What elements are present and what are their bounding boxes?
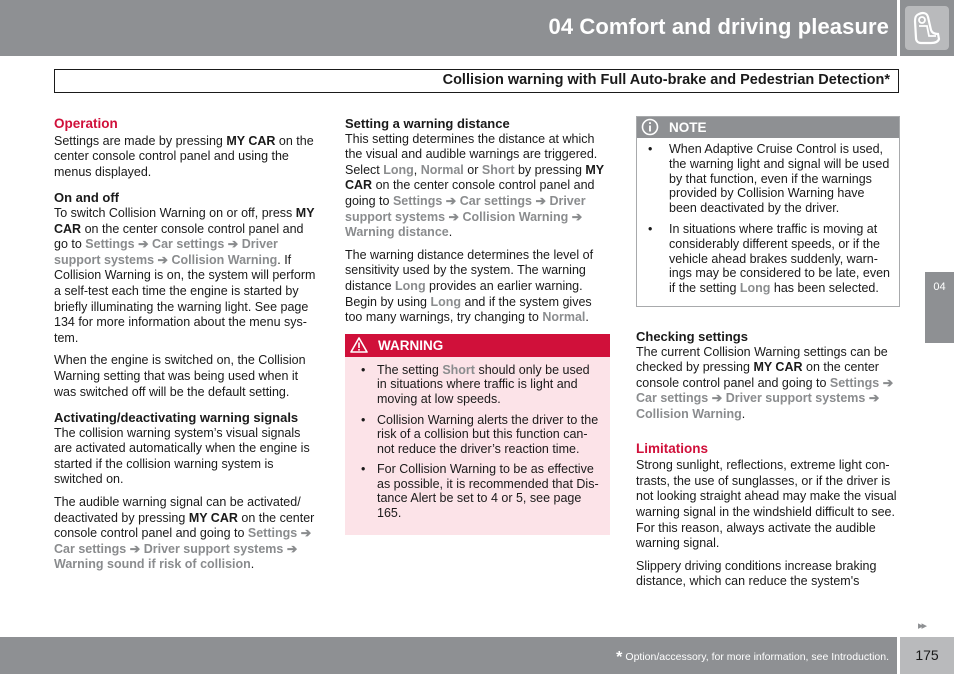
arrow-icon: ➔ [448, 209, 459, 224]
warning-triangle-icon [350, 337, 368, 353]
arrow-icon: ➔ [227, 237, 239, 252]
menu-path-item: Warning sound if risk of collision [54, 557, 251, 572]
page-footer [0, 637, 897, 674]
mycar-label: MY CAR [226, 133, 276, 148]
menu-path-item: Collision Warning [462, 209, 569, 224]
limitations-paragraph: Strong sunlight, reflections, extreme light con-trasts, the use of sunglasses, or if the driver is not looking straight ahead may make the visual warning signal in the windshield difficult to see. For this reason, always activate the audible warning signal. [636, 458, 897, 551]
menu-path-item: Driver support systems [54, 237, 278, 267]
list-item: • For Collision Warning to be as effective as possible, it is recommended that Dis-tance Alert be set to 4 or 5, see page 165. [355, 462, 600, 520]
list-item: • Collision Warning alerts the driver to the risk of a collision but this function can-not reduce the driver’s reaction time. [355, 413, 600, 457]
arrow-icon: ➔ [157, 252, 168, 267]
menu-path-item: Car settings [459, 193, 532, 208]
chapter-header [0, 0, 897, 56]
menu-path-item: Car settings [54, 541, 127, 556]
menu-path-item: Driver support systems [143, 541, 284, 556]
seat-icon [905, 6, 949, 50]
chapter-icon-box [900, 0, 954, 56]
activating-heading: Activating/deactivating warning signals [54, 410, 299, 426]
operation-heading: Operation [54, 116, 118, 131]
chapter-title: 04 Comfort and driving pleasure [548, 14, 889, 39]
note-header [637, 117, 899, 138]
warning-header [345, 334, 610, 357]
checking-paragraph: The current Collision Warning settings can be checked by pressing MY CAR on the center console control panel and going to Settings ➔ Car settings ➔ Driver support systems ➔ Collision Warning. [636, 344, 894, 421]
menu-path-item: Settings [247, 526, 298, 541]
menu-path-item: Settings [829, 375, 880, 390]
list-item: • In situations where traffic is moving at considerably different speeds, or if the vehicle ahead brakes suddenly, warn-ings may be considered to be late, even if the setting Long has been selected. [645, 222, 891, 296]
arrow-icon: ➔ [882, 375, 894, 390]
warning-list [345, 357, 610, 535]
note-box [636, 116, 900, 307]
arrow-icon: ➔ [138, 237, 149, 252]
on-off-paragraph: To switch Collision Warning on or off, press MY CAR on the center console control panel and go to Settings ➔ Car settings ➔ Driver support systems ➔ Collision Warning. If Collision Warning is on, the system will perform a self-test each time the engine is started by briefly illuminating the warning light. See page 134 for more information about the menu sys-tem. [54, 205, 316, 345]
on-off-heading: On and off [54, 190, 119, 206]
page-number-box [900, 637, 954, 674]
operation-paragraph: Settings are made by pressing MY CAR on the center console control panel and using the menus displayed. [54, 133, 314, 179]
setting-heading: Setting a warning distance [345, 116, 510, 131]
menu-path-item: Collision Warning [636, 406, 742, 421]
section-title: Collision warning with Full Auto-brake and Pedestrian Detection* [54, 69, 899, 93]
footnote-star: * [616, 649, 623, 666]
checking-heading: Checking settings [636, 328, 748, 344]
menu-path-item: Car settings [636, 391, 709, 406]
arrow-icon: ➔ [571, 209, 583, 224]
footnote [616, 649, 889, 667]
arrow-icon: ➔ [535, 193, 546, 208]
activating-paragraph: The collision warning system’s visual signals are activated automatically when the engine is started if the collision warning system is switched on. [54, 425, 310, 487]
level-paragraph: The warning distance determines the level of sensitivity used by the system. The warning distance Long provides an earlier warning. Begin by using Long and if the system gives too many warnings, try changing to Normal. [345, 247, 594, 325]
column-3 [636, 116, 900, 597]
menu-path-item: Driver support systems [345, 193, 586, 224]
limitations-heading: Limitations [636, 440, 709, 456]
continue-arrow-icon: ▸▸ [918, 620, 926, 632]
arrow-icon: ➔ [711, 391, 723, 406]
menu-path-item: Driver support systems [725, 391, 866, 406]
column-2 [345, 116, 610, 535]
arrow-icon: ➔ [445, 193, 457, 208]
slippery-paragraph: Slippery driving conditions increase braking distance, which can reduce the system's [636, 558, 877, 589]
menu-path-item: Warning distance [345, 225, 449, 240]
column-1 [54, 116, 320, 580]
menu-path-item: Car settings [152, 237, 225, 252]
engine-paragraph: When the engine is switched on, the Collision Warning setting that was being used when it was switched off will be the default setting. [54, 353, 306, 399]
setting-paragraph: This setting determines the distance at which the visual and audible warnings are triggered. Select Long, Normal or Short by pressing MY CAR on the center console control panel and going to Settings ➔ Car settings ➔ Driver support systems ➔ Collision Warning ➔ Warning distance. [345, 131, 604, 240]
audible-paragraph: The audible warning signal can be activated/ deactivated by pressing MY CAR on the center console control panel and going to Settings ➔ Car settings ➔ Driver support systems ➔ Warning sound if risk of collision. [54, 495, 315, 572]
note-list [637, 138, 899, 306]
warning-box [345, 334, 610, 535]
list-item: • When Adaptive Cruise Control is used, the warning light and signal will be used by that function, even if the warnings provided by Collision Warning have been deactivated by the driver. [645, 142, 891, 216]
arrow-icon: ➔ [286, 541, 298, 556]
footnote-text: Option/accessory, for more information, see Introduction. [625, 651, 889, 663]
arrow-icon: ➔ [868, 391, 880, 406]
menu-path-item: Settings [85, 237, 135, 252]
menu-path-item: Collision Warning [171, 252, 278, 267]
menu-path-item: Settings [392, 193, 443, 208]
arrow-icon: ➔ [300, 526, 312, 541]
note-label: NOTE [669, 120, 707, 135]
warning-label: WARNING [378, 337, 444, 353]
page-number: 175 [915, 647, 939, 663]
arrow-icon: ➔ [129, 541, 141, 556]
chapter-side-tab[interactable]: 04 [925, 272, 954, 343]
info-icon [641, 118, 659, 136]
list-item: • The setting Short should only be used in situations where traffic is light and moving at low speeds. [355, 363, 600, 407]
